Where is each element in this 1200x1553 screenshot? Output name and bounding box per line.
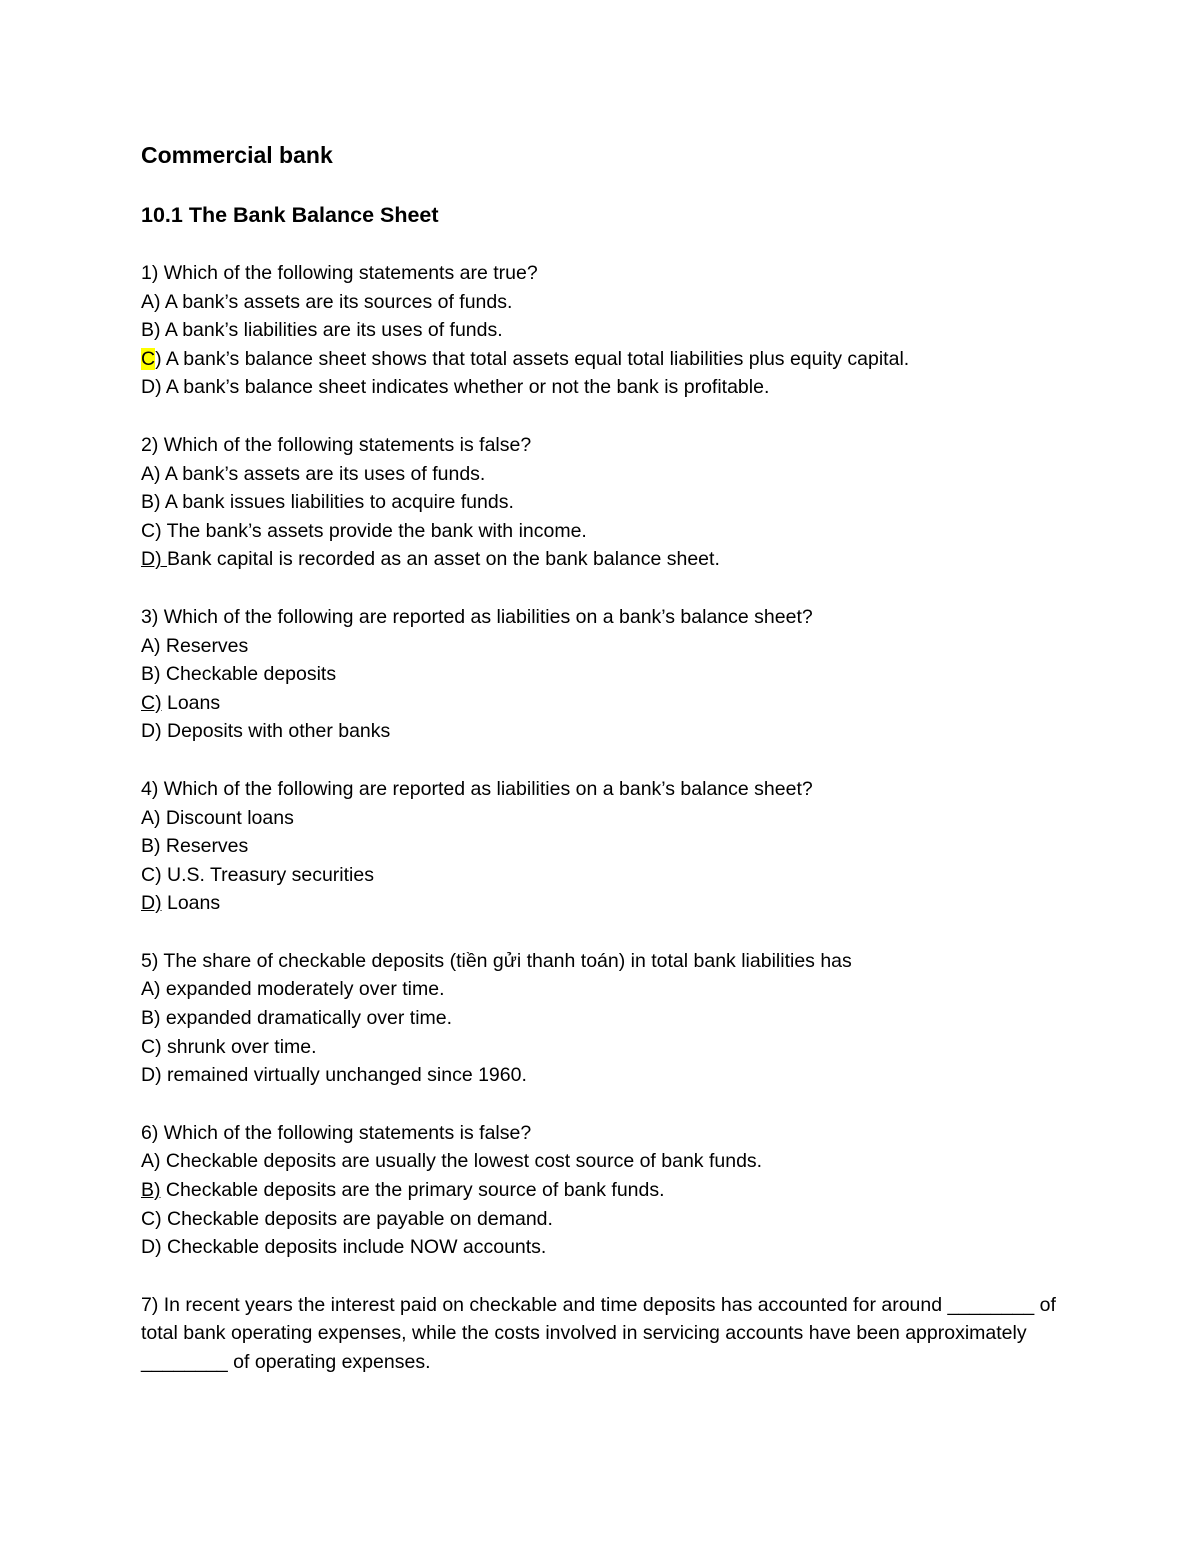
question-5 [141,947,1081,1090]
option-text: A bank’s assets are its sources of funds. [160,290,513,313]
option-text: expanded moderately over time. [160,978,445,1001]
option-c [141,517,1081,546]
option-label: A) [141,1150,161,1173]
option-label: C) [141,1035,162,1058]
option-c [141,1205,1081,1234]
option-b [141,488,1081,517]
option-text: Checkable deposits [160,663,337,686]
document-title: Commercial bank [141,142,333,168]
option-label: D) [141,1064,162,1087]
question-1 [141,259,1081,402]
option-label: B) [141,491,161,514]
option-text: A bank’s balance sheet shows that total assets equal total liabilities plus equity capital. [161,347,910,370]
answer-underline: D) [141,892,162,915]
option-text: Deposits with other banks [161,720,391,743]
option-a [141,804,1081,833]
option-text: Checkable deposits are usually the lowest cost source of bank funds. [160,1150,763,1173]
option-a [141,975,1081,1004]
option-label: A) [141,634,161,657]
option-label: C) [141,1207,162,1230]
option-d [141,1061,1081,1090]
option-label: A) [141,978,161,1001]
option-a [141,460,1081,489]
question-2 [141,431,1081,574]
option-text: Bank capital is recorded as an asset on the bank balance sheet. [167,548,720,571]
option-label: B) [141,835,161,858]
option-label-rest: ) [155,347,162,370]
question-4 [141,775,1081,918]
answer-underline: B) [141,1179,161,1202]
option-label: A) [141,462,161,485]
option-label: C) [141,519,162,542]
option-c-correct [141,689,1081,718]
option-label: D) [141,1236,162,1259]
option-b [141,832,1081,861]
question-3 [141,603,1081,746]
option-d [141,1233,1081,1262]
option-label: D) [141,376,162,399]
option-label: B) [141,319,161,342]
option-a [141,1147,1081,1176]
option-label: A) [141,806,161,829]
option-a [141,288,1081,317]
option-text: Checkable deposits include NOW accounts. [161,1236,547,1259]
question-stem: 7) In recent years the interest paid on checkable and time deposits has accounted for around ________ of total bank operating expenses, while the costs involved in servicing accounts have been approximately ________ of operating expenses. [141,1293,1056,1373]
option-label: B) [141,663,161,686]
option-text: Discount loans [160,806,294,829]
option-text: expanded dramatically over time. [160,1007,453,1030]
option-text: A bank’s assets are its uses of funds. [160,462,486,485]
option-text: remained virtually unchanged since 1960. [161,1064,527,1087]
option-text: The bank’s assets provide the bank with income. [161,519,587,542]
option-label: B) [141,1007,161,1030]
answer-underline: D) [141,548,167,571]
option-a [141,632,1081,661]
option-b [141,660,1081,689]
question-stem: 4) Which of the following are reported as liabilities on a bank’s balance sheet? [141,777,813,800]
option-b [141,316,1081,345]
option-c [141,1033,1081,1062]
option-text: shrunk over time. [161,1035,317,1058]
question-7 [141,1291,1081,1377]
option-label: D) [141,720,162,743]
option-d-correct [141,889,1081,918]
option-text: Loans [161,691,221,714]
option-c-correct [141,345,1081,374]
option-text: A bank issues liabilities to acquire funds. [160,491,514,514]
question-6 [141,1119,1081,1262]
option-label: C) [141,863,162,886]
answer-underline: C) [141,691,162,714]
option-text: Loans [161,892,221,915]
option-d [141,373,1081,402]
question-stem: 6) Which of the following statements is false? [141,1121,532,1144]
option-c [141,861,1081,890]
question-stem: 3) Which of the following are reported as liabilities on a bank’s balance sheet? [141,605,813,628]
option-text: Checkable deposits are the primary source of bank funds. [160,1179,665,1202]
question-stem: 5) The share of checkable deposits (tiền gửi thanh toán) in total bank liabilities has [141,949,852,972]
option-text: A bank’s balance sheet indicates whether or not the bank is profitable. [161,376,770,399]
question-stem: 1) Which of the following statements are true? [141,262,538,284]
question-stem: 2) Which of the following statements is false? [141,433,532,456]
option-label: A) [141,290,161,313]
option-d [141,717,1081,746]
option-b-correct [141,1176,1081,1205]
answer-highlight: C [141,347,156,370]
option-text: Reserves [160,634,249,657]
option-text: Checkable deposits are payable on demand. [161,1207,553,1230]
section-heading: 10.1 The Bank Balance Sheet [141,203,439,227]
option-text: U.S. Treasury securities [161,863,374,886]
option-b [141,1004,1081,1033]
option-text: Reserves [160,835,249,858]
document-page [141,140,1081,1377]
option-d-correct [141,545,1081,574]
option-text: A bank’s liabilities are its uses of funds. [160,319,503,342]
